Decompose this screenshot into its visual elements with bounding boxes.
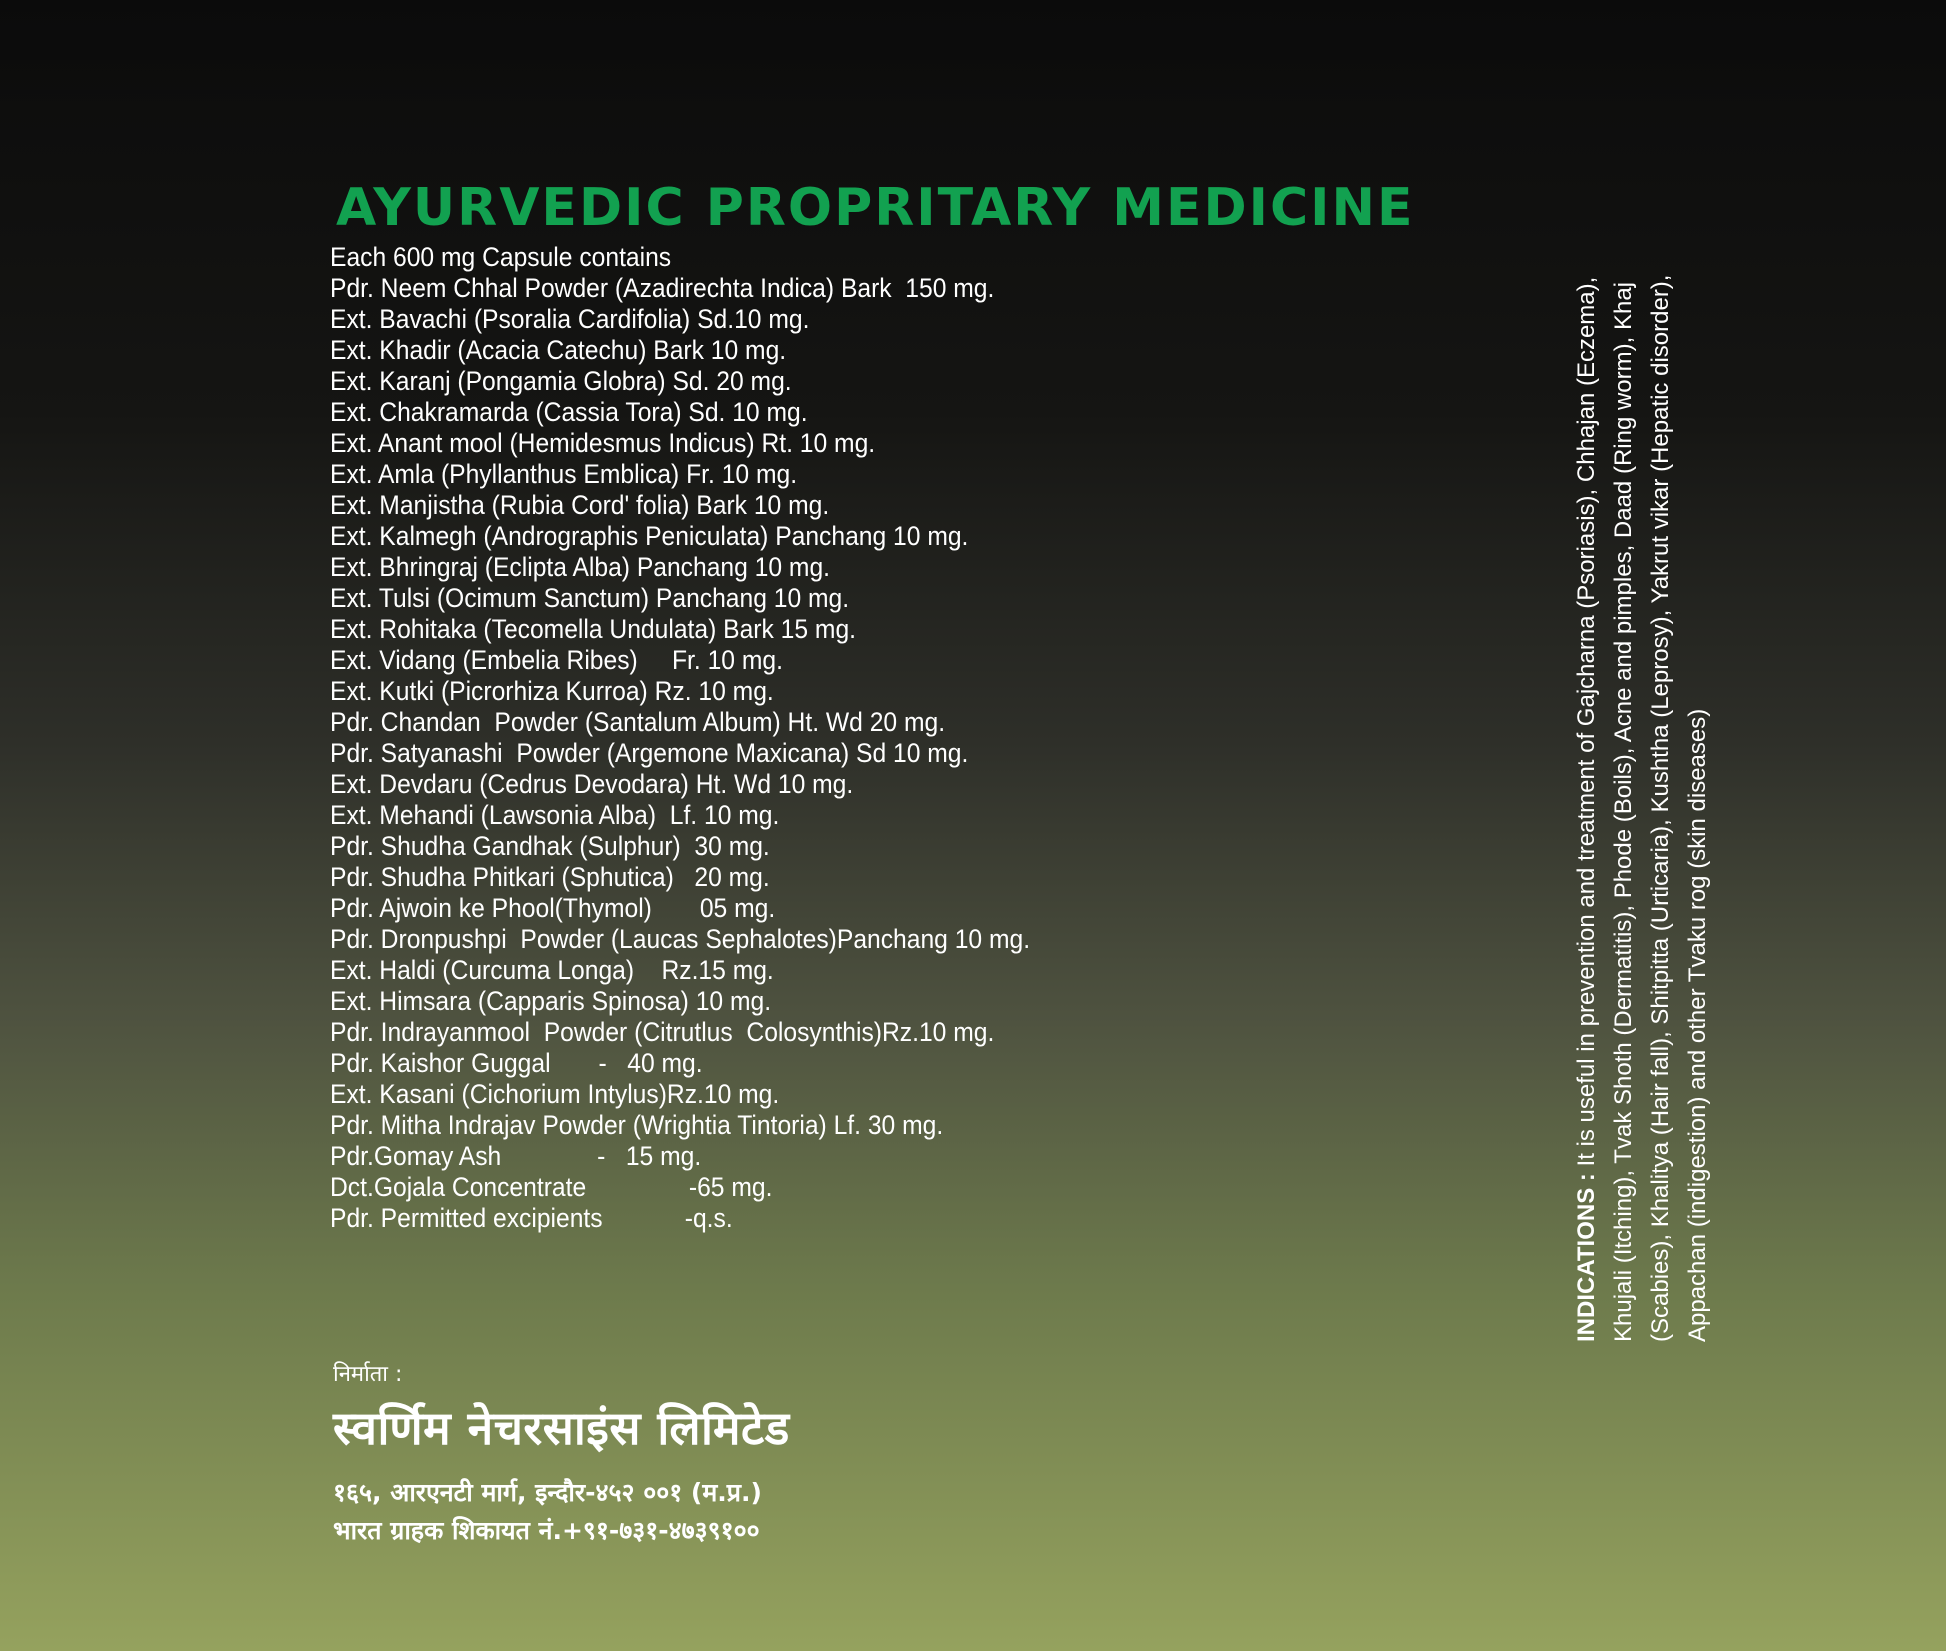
consumer-complaint-number: भारत ग्राहक शिकायत नं.+९१-७३१-४७३९१०० [333, 1516, 760, 1545]
ingredient-item: Ext. Amla (Phyllanthus Emblica) Fr. 10 mg. [330, 459, 798, 489]
ingredient-item: Ext. Chakramarda (Cassia Tora) Sd. 10 mg. [330, 397, 808, 427]
ingredient-item: Pdr. Chandan Powder (Santalum Album) Ht. Wd 20 mg. [330, 707, 946, 737]
ingredient-item: Ext. Kasani (Cichorium Intylus)Rz.10 mg. [330, 1079, 780, 1109]
indications-body: It is useful in prevention and treatment of Gajcharna (Psoriasis), Chhajan (Eczema), Khujali (Itching), Tvak Shoth (Dermatitis), Phode (Boils), Acne and pimples, Daad (Ring worm), Khaj (Scabies), Khalitya (Hair fall), Shitpitta (Urticaria), Kushtha (Leprosy), Yakrut vikar (Hepatic disorder), Appachan (indigestion) and other Tvaku rog (skin diseases) [1573, 274, 1711, 1342]
ingredient-item: Pdr. Indrayanmool Powder (Citrutlus Colosynthis)Rz.10 mg. [330, 1017, 995, 1047]
capsule-composition-heading: Each 600 mg Capsule contains [330, 242, 672, 272]
ingredient-item: Ext. Kutki (Picrorhiza Kurroa) Rz. 10 mg. [330, 676, 774, 706]
ingredients-list [330, 242, 1083, 1234]
ingredient-item: Pdr. Shudha Phitkari (Sphutica) 20 mg. [330, 862, 770, 892]
ingredient-item: Ext. Mehandi (Lawsonia Alba) Lf. 10 mg. [330, 800, 780, 830]
ingredient-item: Ext. Bavachi (Psoralia Cardifolia) Sd.10 mg. [330, 304, 810, 334]
ingredient-item: Ext. Tulsi (Ocimum Sanctum) Panchang 10 mg. [330, 583, 850, 613]
ingredient-item: Pdr. Permitted excipients -q.s. [330, 1203, 733, 1233]
ingredient-item: Ext. Anant mool (Hemidesmus Indicus) Rt. 10 mg. [330, 428, 876, 458]
indications-text [1568, 232, 1716, 1342]
manufacturer-block [333, 1358, 790, 1550]
ingredient-item: Pdr. Mitha Indrajav Powder (Wrightia Tintoria) Lf. 30 mg. [330, 1110, 944, 1140]
ingredient-item: Ext. Rohitaka (Tecomella Undulata) Bark 15 mg. [330, 614, 857, 644]
ingredient-item: Ext. Himsara (Capparis Spinosa) 10 mg. [330, 986, 772, 1016]
indications-label: INDICATIONS : [1573, 1173, 1600, 1342]
ingredient-item: Pdr. Kaishor Guggal - 40 mg. [330, 1048, 703, 1078]
manufacturer-name: स्वर्णिम नेचरसाइंस लिमिटेड [333, 1401, 790, 1455]
ingredient-item: Ext. Karanj (Pongamia Globra) Sd. 20 mg. [330, 366, 792, 396]
ingredient-item: Ext. Khadir (Acacia Catechu) Bark 10 mg. [330, 335, 787, 365]
ingredient-item: Pdr. Dronpushpi Powder (Laucas Sephalotes)Panchang 10 mg. [330, 924, 1031, 954]
ingredient-item: Pdr.Gomay Ash - 15 mg. [330, 1141, 702, 1171]
ingredient-item: Ext. Haldi (Curcuma Longa) Rz.15 mg. [330, 955, 774, 985]
ingredient-item: Pdr. Neem Chhal Powder (Azadirechta Indica) Bark 150 mg. [330, 273, 995, 303]
ingredient-item: Ext. Vidang (Embelia Ribes) Fr. 10 mg. [330, 645, 783, 675]
ingredient-item: Ext. Bhringraj (Eclipta Alba) Panchang 10 mg. [330, 552, 831, 582]
ingredient-item: Pdr. Satyanashi Powder (Argemone Maxicana) Sd 10 mg. [330, 738, 969, 768]
ingredient-item: Pdr. Shudha Gandhak (Sulphur) 30 mg. [330, 831, 770, 861]
manufacturer-address: १६५, आरएनटी मार्ग, इन्दौर-४५२ ००१ (म.प्र.) [333, 1478, 762, 1507]
product-title: AYURVEDIC PROPRITARY MEDICINE [336, 178, 1415, 238]
ingredient-item: Dct.Gojala Concentrate -65 mg. [330, 1172, 773, 1202]
ingredient-item: Ext. Manjistha (Rubia Cord' folia) Bark 10 mg. [330, 490, 830, 520]
ingredient-item: Pdr. Ajwoin ke Phool(Thymol) 05 mg. [330, 893, 776, 923]
ingredient-item: Ext. Devdaru (Cedrus Devodara) Ht. Wd 10 mg. [330, 769, 854, 799]
manufacturer-label: निर्माता : [333, 1362, 403, 1387]
ingredient-item: Ext. Kalmegh (Andrographis Peniculata) Panchang 10 mg. [330, 521, 969, 551]
